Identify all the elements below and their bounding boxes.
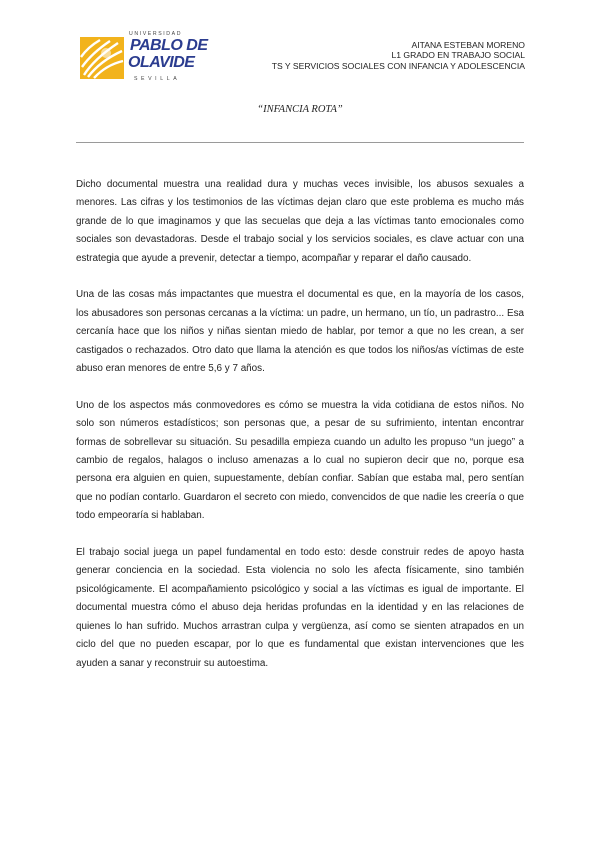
logo-top-text: UNIVERSIDAD — [129, 31, 183, 37]
course-line: TS Y SERVICIOS SOCIALES CON INFANCIA Y ADOLESCENCIA — [271, 60, 525, 71]
author-name: AITANA ESTEBAN MORENO — [411, 40, 525, 50]
logo-bottom-text: SEVILLA — [134, 76, 181, 82]
header-info — [272, 40, 525, 71]
paragraph: El trabajo social juega un papel fundamental en todo esto: desde construir redes de apoyo hasta generar conciencia en la sociedad. Esta violencia no solo les afecta físicamente, sino también psicológicamente. El acompañamiento psicológico y social a las víctimas es igual de importante. El documental muestra cómo el abuso deja heridas profundas en la identidad y en las relaciones de quienes lo han sufrido. Muchos arrastran culpa y vergüenza, así como se sienten atrapados en un ciclo del que no pueden escapar, por lo que es fundamental que existan intervenciones que les ayuden a sanar y reconstruir su autoestima. — [76, 547, 524, 669]
university-logo — [78, 31, 208, 83]
paragraph: Una de las cosas más impactantes que muestra el documental es que, en la mayoría de los casos, los abusadores son personas cercanas a la víctima: un padre, un hermano, un tío, un padrastro... Esa cercanía hace que los niños y niñas sientan miedo de hablar, por temor a que no les crean, a ser castigados o rechazados. Otro dato que llama la atención es que todos los niños/as víctimas de este abuso eran menores de entre 5,6 y 7 años. — [76, 289, 524, 375]
document-body — [76, 176, 524, 691]
degree-line: L1 GRADO EN TRABAJO SOCIAL — [391, 50, 525, 61]
document-title: “INFANCIA ROTA” — [257, 104, 343, 115]
paragraph: Uno de los aspectos más conmovedores es cómo se muestra la vida cotidiana de estos niños. No solo son números estadísticos; son personas que, a pesar de su sufrimiento, intentan encontrar formas de sobrellevar su situación. Su pesadilla empieza cuando un adulto les propuso “un juego” a cambio de regalos, halagos o incluso amenazas a lo cual no supieron decir que no, porque esa persona era alguien en quien, supuestamente, debían confiar. Sabían que estaba mal, pero sentían que no podían contarlo. Guardaron el secreto con miedo, convencidos de que nadie les creería o que todo empeoraría si hablaban. — [76, 399, 524, 522]
logo-wordmark-line2: OLAVIDE — [128, 54, 195, 71]
title-divider — [76, 142, 524, 143]
paragraph: Dicho documental muestra una realidad dura y muchas veces invisible, los abusos sexuales a menores. Las cifras y los testimonios de las víctimas dejan claro que este problema es mucho más grande de lo que imaginamos y que las secuelas que deja a las víctimas tanto emocionales como sociales son devastadoras. Desde el trabajo social y los servicios sociales, es clave actuar con una estrategia que ayude a prevenir, detectar a tiempo, acompañar y reparar el daño causado. — [76, 179, 524, 264]
sunburst-emblem-icon — [78, 31, 128, 81]
logo-wordmark-line1: PABLO DE — [130, 37, 208, 54]
